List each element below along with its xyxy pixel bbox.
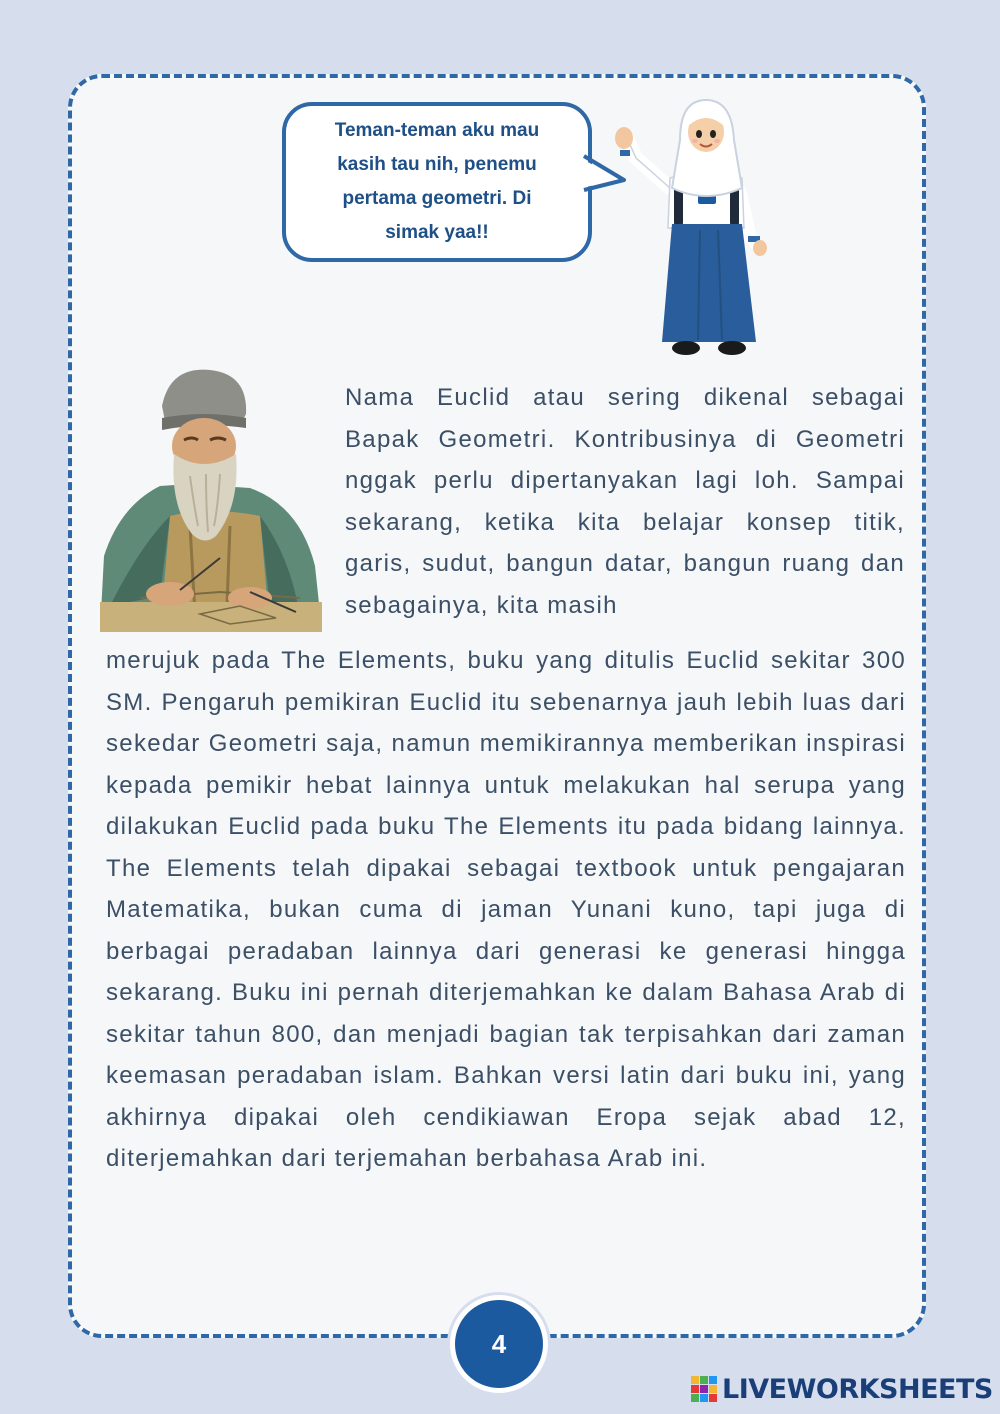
- brand-name: LIVEWORKSHEETS: [722, 1373, 993, 1405]
- speech-line: pertama geometri. Di: [342, 188, 532, 209]
- speech-line: Teman-teman aku mau: [334, 120, 540, 141]
- euclid-portrait: [100, 366, 322, 632]
- liveworksheets-logo-icon: [690, 1375, 718, 1403]
- speech-bubble: [282, 102, 592, 262]
- brand-watermark: [690, 1372, 993, 1406]
- speech-line: simak yaa!!: [385, 222, 489, 243]
- speech-bubble-tail: [580, 150, 630, 200]
- article-paragraph-main: merujuk pada The Elements, buku yang ditulis Euclid sekitar 300 SM. Pengaruh pemikiran Euclid itu sebenarnya jauh lebih luas dari sekedar Geometri saja, namun memikirannya memberikan inspirasi kepada pemikir hebat lainnya untuk melakukan hal serupa yang dilakukan Euclid pada buku The Elements itu pada bidang lainnya. The Elements telah dipakai sebagai textbook untuk pengajaran Matematika, bukan cuma di jaman Yunani kuno, tapi juga di berbagai peradaban lainnya dari generasi ke generasi hingga sekarang. Buku ini pernah diterjemahkan ke dalam Bahasa Arab di sekitar tahun 800, dan menjadi bagian tak terpisahkan dari zaman keemasan peradaban islam. Bahkan versi latin dari buku ini, yang akhirnya dipakai oleh cendikiawan Eropa sejak abad 12, diterjemahkan dari terjemahan berbahasa Arab ini.: [106, 647, 906, 1172]
- speech-line: kasih tau nih, penemu: [337, 154, 537, 175]
- page-number: 4: [491, 1328, 507, 1359]
- article-paragraph-intro: Nama Euclid atau sering dikenal sebagai Bapak Geometri. Kontribusinya di Geometri nggak perlu dipertanyakan lagi loh. Sampai sekarang, ketika kita belajar konsep titik, garis, sudut, bangun datar, bangun ruang dan sebagainya, kita masih: [345, 384, 905, 619]
- girl-student-illustration: [600, 96, 780, 366]
- page-number-badge: [450, 1295, 548, 1393]
